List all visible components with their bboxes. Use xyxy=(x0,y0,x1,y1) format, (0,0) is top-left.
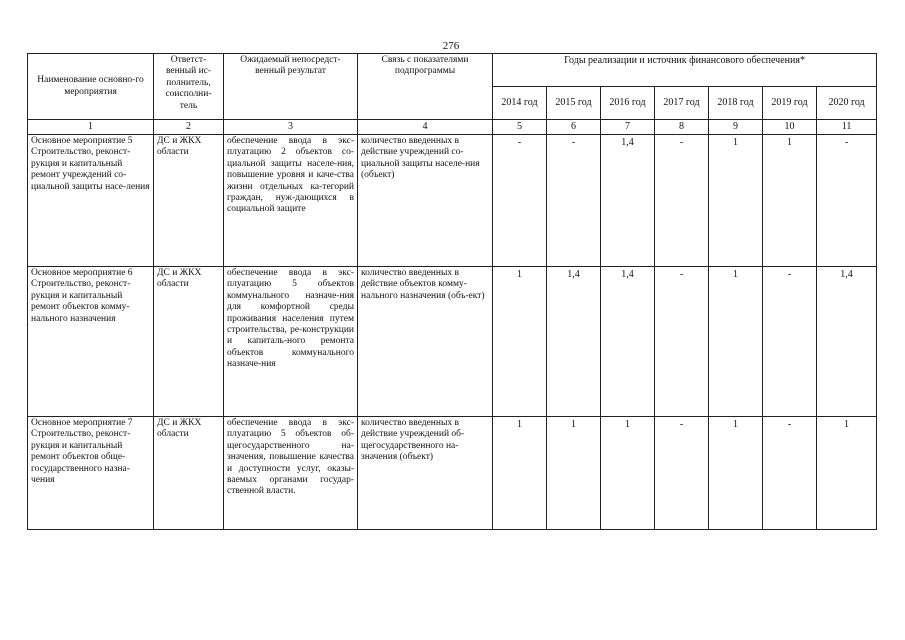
year-2014: 2014 год xyxy=(493,87,547,120)
header-executor: Ответст-венный ис-полнитель, соисполни-тель xyxy=(154,54,224,120)
table-row xyxy=(28,135,877,267)
column-number: 9 xyxy=(709,120,763,135)
value-2020: 1,4 xyxy=(817,267,877,417)
value-2014: 1 xyxy=(493,417,547,530)
value-2018: 1 xyxy=(709,135,763,267)
table-row xyxy=(28,417,877,530)
activities-table xyxy=(27,53,877,530)
page-number: 276 xyxy=(442,40,460,52)
value-2020: 1 xyxy=(817,417,877,530)
header-activity-name: Наименование основно-го мероприятия xyxy=(28,54,154,120)
value-2016: 1,4 xyxy=(601,267,655,417)
column-number: 8 xyxy=(655,120,709,135)
activity-name: Основное мероприятие 6 Строительство, реконст-рукция и капитальный ремонт объектов комму-нального назначения xyxy=(28,267,154,417)
expected-result: обеспечение ввода в экс-плуатацию 5 объектов об-щегосударственного на-значения, повышение качества и доступности услуг, оказы-ваемых органами государ-ственной власти. xyxy=(224,417,358,530)
expected-result: обеспечение ввода в экс-плуатацию 5 объектов коммунального назначе-ния для комфортной среды проживания населения путем строительства, ре-конструкции и капиталь-ного ремонта объектов коммунального назначе-ния xyxy=(224,267,358,417)
value-2014: - xyxy=(493,135,547,267)
year-2018: 2018 год xyxy=(709,87,763,120)
value-2018: 1 xyxy=(709,417,763,530)
value-2019: - xyxy=(763,267,817,417)
value-2015: 1 xyxy=(547,417,601,530)
header-indicator-link: Связь с показателями подпрограммы xyxy=(358,54,493,120)
table-row xyxy=(28,267,877,417)
activity-name: Основное мероприятие 5 Строительство, реконст-рукция и капитальный ремонт учреждений со-циальной защиты насе-ления xyxy=(28,135,154,267)
year-2017: 2017 год xyxy=(655,87,709,120)
column-number: 2 xyxy=(154,120,224,135)
indicator-link: количество введенных в действие объектов комму-нального назначения (объ-ект) xyxy=(358,267,493,417)
year-2020: 2020 год xyxy=(817,87,877,120)
column-number: 11 xyxy=(817,120,877,135)
value-2019: 1 xyxy=(763,135,817,267)
column-number: 4 xyxy=(358,120,493,135)
value-2017: - xyxy=(655,417,709,530)
value-2014: 1 xyxy=(493,267,547,417)
column-number: 7 xyxy=(601,120,655,135)
column-number: 5 xyxy=(493,120,547,135)
header-years-group: Годы реализации и источник финансового обеспечения* xyxy=(493,54,877,87)
year-2019: 2019 год xyxy=(763,87,817,120)
expected-result: обеспечение ввода в экс-плуатацию 2 объектов со-циальной защиты населе-ния, повышение уровня и каче-ства жизни отдельных ка-тегорий граждан, нуж-дающихся в социальной защите xyxy=(224,135,358,267)
value-2017: - xyxy=(655,267,709,417)
column-number: 1 xyxy=(28,120,154,135)
indicator-link: количество введенных в действие учреждений со-циальной защиты населе-ния (объект) xyxy=(358,135,493,267)
column-number: 3 xyxy=(224,120,358,135)
year-2016: 2016 год xyxy=(601,87,655,120)
header-row xyxy=(28,54,877,87)
activity-name: Основное мероприятие 7 Строительство, реконст-рукция и капитальный ремонт объектов обще-государственного назна-чения xyxy=(28,417,154,530)
value-2018: 1 xyxy=(709,267,763,417)
value-2016: 1,4 xyxy=(601,135,655,267)
executor: ДС и ЖКХ области xyxy=(154,267,224,417)
value-2015: 1,4 xyxy=(547,267,601,417)
value-2015: - xyxy=(547,135,601,267)
column-number-row xyxy=(28,120,877,135)
executor: ДС и ЖКХ области xyxy=(154,417,224,530)
value-2016: 1 xyxy=(601,417,655,530)
header-expected-result: Ожидаемый непосредст-венный результат xyxy=(224,54,358,120)
value-2020: - xyxy=(817,135,877,267)
column-number: 10 xyxy=(763,120,817,135)
year-2015: 2015 год xyxy=(547,87,601,120)
column-number: 6 xyxy=(547,120,601,135)
executor: ДС и ЖКХ области xyxy=(154,135,224,267)
value-2019: - xyxy=(763,417,817,530)
value-2017: - xyxy=(655,135,709,267)
indicator-link: количество введенных в действие учреждений об-щегосударственного на-значения (объект) xyxy=(358,417,493,530)
